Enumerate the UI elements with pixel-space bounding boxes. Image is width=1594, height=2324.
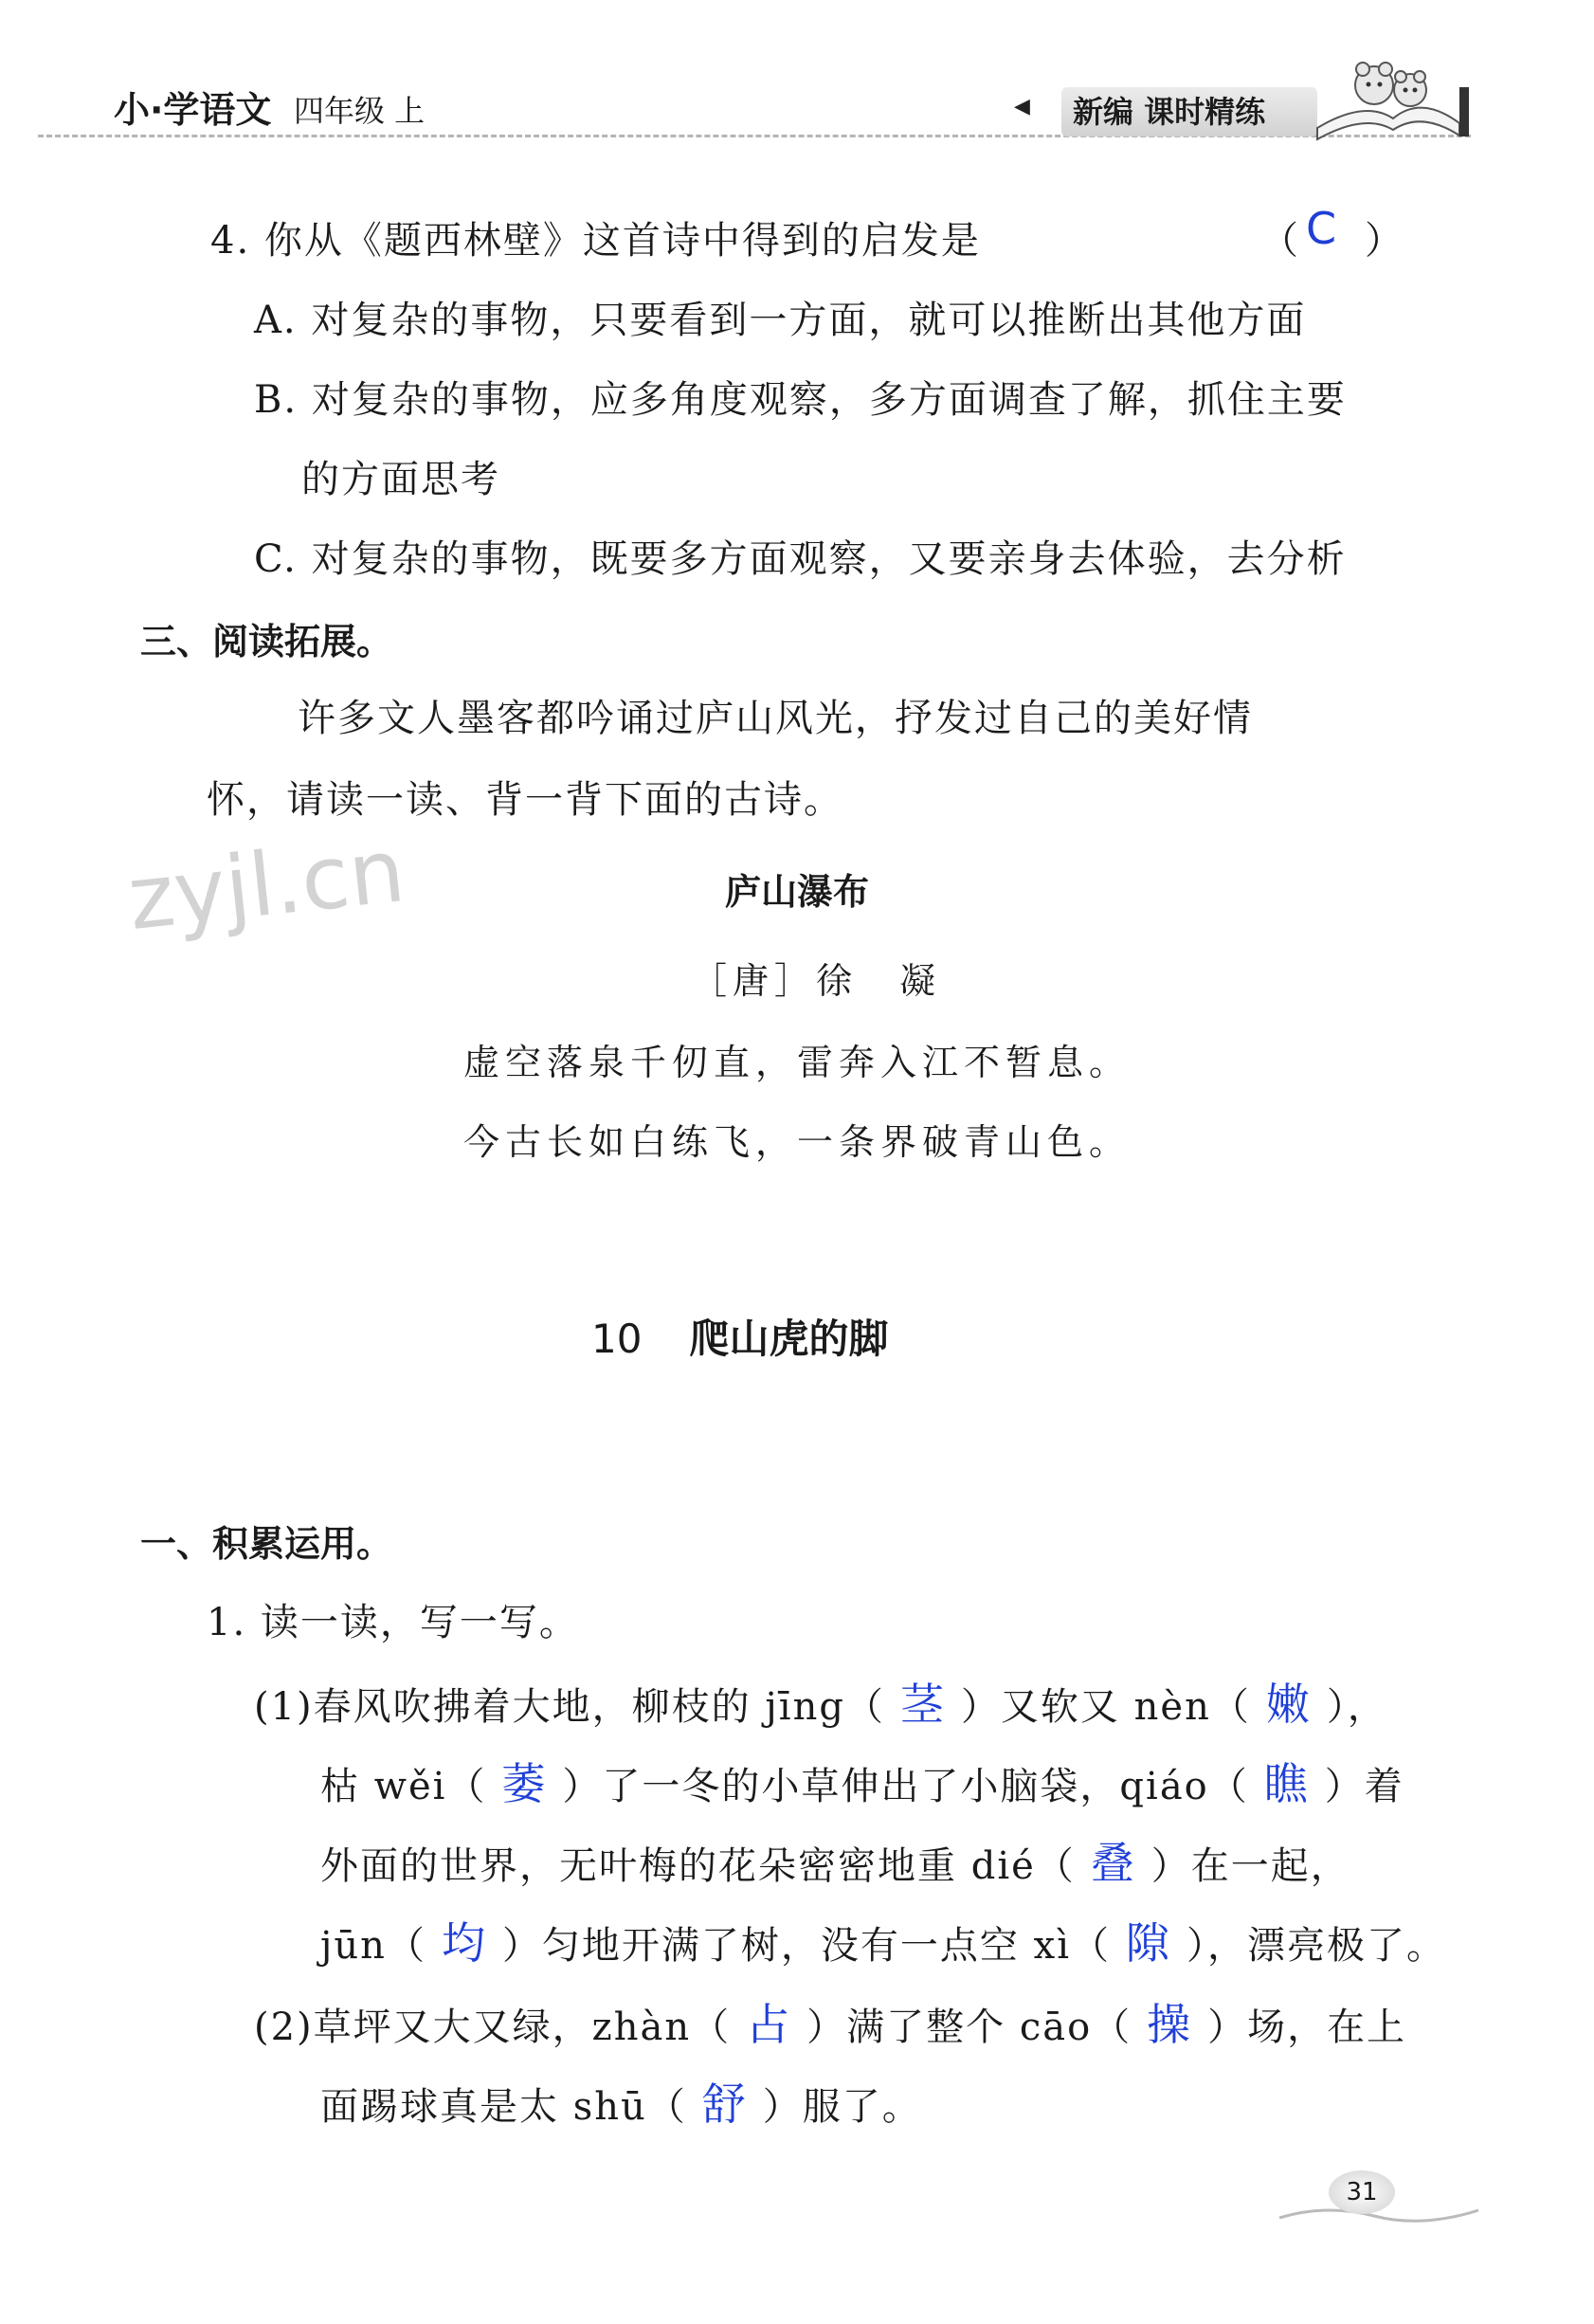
poem-line: 虚空落泉千仞直，雷奔入江不暂息。 <box>462 1042 1131 1083</box>
fill-line: (1)春风吹拂着大地，柳枝的 jīng（ 茎 ）又软又 nèn（ 嫩 ）， <box>254 1679 1387 1730</box>
q4-paren-close: ） <box>1365 219 1404 263</box>
open-book-bear-icon <box>1308 52 1469 142</box>
answer-char: 嫩 <box>1265 1679 1312 1730</box>
answer-char: 占 <box>746 1999 792 2050</box>
reading-intro-line1: 许多文人墨客都吟诵过庐山风光，抒发过自己的美好情 <box>298 697 1253 740</box>
answer-char: 舒 <box>701 2079 748 2130</box>
answer-char: 叠 <box>1090 1838 1136 1889</box>
answer-char: 隙 <box>1126 1917 1172 1969</box>
answer-char: 萎 <box>501 1758 548 1809</box>
reading-intro-line2: 怀，请读一读、背一背下面的古诗。 <box>207 778 843 822</box>
header-grade: 四年级 上 <box>294 93 426 129</box>
header-subject: 小·学语文 <box>114 89 272 131</box>
q4-paren-open: （ <box>1260 219 1300 263</box>
section-heading-accumulate: 一、积累运用。 <box>140 1523 393 1565</box>
q4-stem: 4. 你从《题西林壁》这首诗中得到的启发是 <box>210 219 981 263</box>
poem-line: 今古长如白练飞，一条界破青山色。 <box>462 1121 1131 1163</box>
q4-option-a: A. 对复杂的事物，只要看到一方面，就可以推断出其他方面 <box>254 299 1307 342</box>
header-series: 新编 课时精练 <box>1061 87 1317 136</box>
triangle-icon: ◀ <box>1014 95 1030 118</box>
answer-char: 茎 <box>899 1679 946 1730</box>
poem-author: ［唐］徐 凝 <box>690 960 941 1002</box>
q4-option-c: C. 对复杂的事物，既要多方面观察，又要亲身去体验，去分析 <box>254 537 1347 581</box>
q4-option-b: B. 对复杂的事物，应多角度观察，多方面调查了解，抓住主要 <box>254 378 1347 422</box>
answer-char: 均 <box>441 1917 487 1969</box>
lesson-name: 爬山虎的脚 <box>689 1316 889 1362</box>
fill-line: 枯 wěi（ 萎 ）了一冬的小草伸出了小脑袋，qiáo（ 瞧 ）着 <box>320 1758 1404 1809</box>
q4-option-b-cont: 的方面思考 <box>301 458 500 501</box>
fill-line: 外面的世界，无叶梅的花朵密密地重 dié（ 叠 ）在一起， <box>320 1838 1350 1889</box>
lesson-number: 10 <box>591 1316 643 1362</box>
watermark: zyjl.cn <box>123 820 409 950</box>
q4-answer: C <box>1306 203 1337 254</box>
header-bar <box>1459 87 1469 136</box>
fill-line: jūn（ 均 ）匀地开满了树，没有一点空 xì（ 隙 ），漂亮极了。 <box>320 1917 1447 1969</box>
page-number: 31 <box>1329 2170 1395 2214</box>
poem-title: 庐山瀑布 <box>724 871 869 913</box>
question-1-stem: 1. 读一读，写一写。 <box>207 1601 579 1644</box>
section-heading-reading: 三、阅读拓展。 <box>140 621 393 663</box>
fill-line: 面踢球真是太 shū（ 舒 ）服了。 <box>320 2079 922 2130</box>
answer-char: 操 <box>1147 1999 1193 2050</box>
answer-char: 瞧 <box>1263 1758 1310 1809</box>
lesson-title <box>591 1308 888 1365</box>
fill-line: (2)草坪又大又绿，zhàn（ 占 ）满了整个 cāo（ 操 ）场，在上 <box>254 1999 1407 2050</box>
